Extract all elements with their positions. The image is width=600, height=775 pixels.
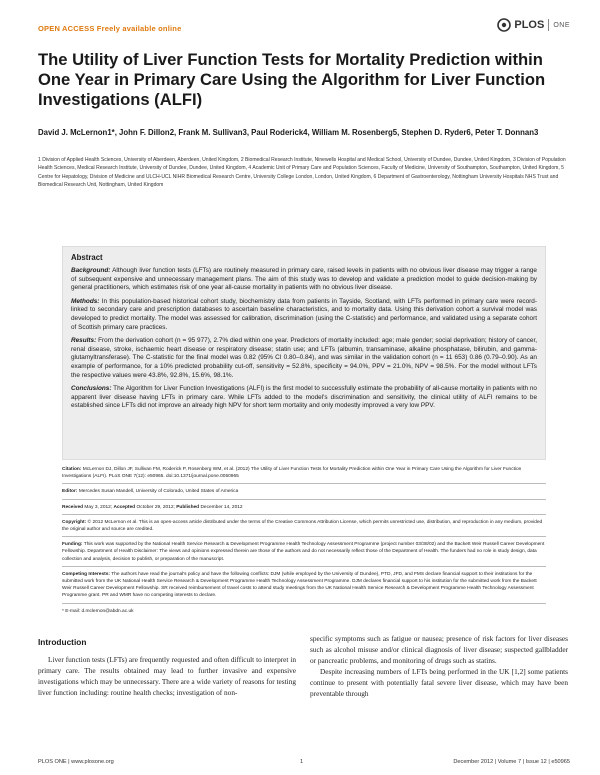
right-paragraph-2: Despite increasing numbers of LFTs being performed in the UK [1,2] some patients continue to present with potentially fatal severe liver disease, which may have been preventable through (310, 667, 568, 699)
affiliations: 1 Division of Applied Health Sciences, University of Aberdeen, Aberdeen, United Kingdom, 2 Biomedical Research Institute, Ninewells Hospital and Medical School, University of Dundee, Dundee, United Kingdom, 3 Division of Population Health Sciences, Medical Research Institute, University of Dundee, Dundee, United Kingdom, 4 Academic Unit of Primary Care and Population Sciences, Faculty of Medicine, University of Southampton, Southampton, United Kingdom, 5 Centre for Hepatology, Division of Medicine and ULCH-UCL NIHR Biomedical Research Centre, University College London, London, United Kingdom, 6 Department of Gastroenterology, Nottingham University Hospitals NHS Trust and Biomedical Research Unit, Nottingham, United Kingdom (38, 157, 566, 189)
logo-one-text: ONE (553, 21, 570, 29)
introduction-heading: Introduction (38, 637, 87, 647)
divider (62, 536, 546, 537)
abstract-heading: Abstract (71, 253, 103, 262)
funding (62, 541, 546, 563)
dates (62, 504, 546, 511)
received-date: May 3, 2012; (84, 504, 113, 510)
funding-text: This work was supported by the National Health Service Research & Development Programme Health Technology Assessment Programme (project number 03/38/02) and the Backett Weir Russell Career Development Fellowship. Department of Health Disclaimer: The views and opinions expressed therein are those of the authors and do not necessarily reflect those of the Department of Health. The funders had no role in study design, data collection and analysis, decision to publish, or preparation of the manuscript. (62, 542, 545, 562)
citation (62, 466, 546, 480)
abstract-background (71, 267, 537, 293)
plos-logo-icon (497, 18, 511, 32)
open-access-text: OPEN ACCESS Freely available online (38, 24, 182, 33)
divider (62, 566, 546, 567)
copyright-text: © 2012 McLernon et al. This is an open-access article distributed under the terms of the Creative Commons Attribution License, which permits unrestricted use, distribution, and reproduction in any medium, provided the original author and source are credited. (62, 519, 543, 533)
published-label: Published (176, 504, 200, 510)
page-number: 1 (300, 759, 304, 765)
logo-plos-text: PLOS (514, 19, 545, 31)
competing-label: Competing Interests: (62, 571, 110, 577)
editor (62, 488, 546, 495)
footer-journal[interactable]: PLOS ONE | www.plosone.org (38, 759, 114, 765)
abstract-box (62, 246, 546, 460)
editor-text: Mercedes Susan Mandell, University of Colorado, United States of America (78, 489, 239, 495)
citation-text: McLernon DJ, Dillon JF, Sullivan FM, Roderick P, Rosenberg WM, et al. (2012) The Utility of Liver Function Tests for Mortality Prediction within One Year in Primary Care Using the Algorithm for Liver Function Investigations (ALFI). PLoS ONE 7(12): e50965. doi:10.1371/journal.pone.0050965 (62, 467, 522, 480)
body-right-column (310, 633, 568, 700)
abstract-conclusions (71, 385, 537, 411)
abstract-results (71, 337, 537, 380)
conclusions-label: Conclusions: (71, 385, 112, 393)
divider (62, 514, 546, 515)
contact-email[interactable] (62, 608, 546, 615)
methods-text: In this population-based historical cohort study, biochemistry data from patients in Tayside, Scotland, with LFTs performed in primary care were record-linked to secondary care and prescription databases to ascertain baseline characteristics, and to mortality data. Using this derivation cohort a survival model was developed to predict mortality. The model was assessed for calibration, discrimination (using the C-statistic) and performance, and validated using a separate cohort of Scottish primary care practices. (71, 297, 537, 331)
open-access-label (38, 24, 181, 33)
divider (62, 483, 546, 484)
methods-label: Methods: (71, 297, 100, 305)
background-label: Background: (71, 267, 111, 274)
editor-label: Editor: (62, 489, 78, 495)
published-date: December 14, 2012 (200, 504, 243, 510)
results-text: From the derivation cohort (n = 95 977), 2.7% died within one year. Predictors of mortality included: age; male gender; social deprivation; history of cancer, renal disease, stroke, ischaemic heart disease or respiratory disease; statin use; and LFTs (albumin, transaminase, alkaline phosphatase, bilirubin, and gamma-glutamyltransferase). The C-statistic for the final model was 0.82 (95% CI 0.80–0.84), and was similar in the validation cohort (n = 11 653) 0.86 (0.79–0.90). As an example of performance, for a 10% predicted probability cut-off, sensitivity = 52.8%, specificity = 94.0%, PPV = 21.0%, NPV = 98.5%. For the model without LFTs the respective values were 43.8%, 92.8%, 15.6%, 98.1%. (71, 337, 537, 379)
citation-label: Citation: (62, 467, 82, 472)
abstract-methods (71, 298, 537, 332)
body-left-column (38, 637, 296, 698)
funding-label: Funding: (62, 542, 83, 548)
received-label: Received (62, 504, 84, 510)
page-footer (38, 759, 570, 765)
email-text[interactable]: * E-mail: d.mclernon@abdn.ac.uk (62, 608, 134, 614)
competing-interests (62, 571, 546, 600)
logo-separator (548, 19, 549, 31)
article-metadata (62, 466, 546, 618)
copyright-label: Copyright: (62, 519, 87, 525)
intro-paragraph: Liver function tests (LFTs) are frequently requested and often difficult to interpret in primary care. The results obtained may lead to further invasive and expensive investigations which may be unnecessary. There are a wide variety of reasons for testing liver function including: routine health checks; investigation of non- (38, 655, 296, 698)
results-label: Results: (71, 337, 97, 345)
divider (62, 499, 546, 500)
copyright (62, 519, 546, 533)
footer-issue: December 2012 | Volume 7 | Issue 12 | e50965 (453, 759, 570, 765)
author-list: David J. McLernon1*, John F. Dillon2, Frank M. Sullivan3, Paul Roderick4, William M. Rosenberg5, Stephen D. Ryder6, Peter T. Donnan3 (38, 128, 539, 137)
right-paragraph-1: specific symptoms such as fatigue or nausea; presence of risk factors for liver diseases such as alcohol misuse and/or clinical diagnosis of liver disease; suspected gallbladder or pancreatic problems, and monitoring of drugs such as statins. (310, 634, 568, 666)
plos-one-logo (497, 18, 570, 32)
article-title: The Utility of Liver Function Tests for Mortality Prediction within One Year in Primary Care Using the Algorithm for Liver Function Investigations (ALFI) (38, 50, 546, 109)
background-text: Although liver function tests (LFTs) are routinely measured in primary care, raised levels in patients with no obvious liver disease may trigger a range of subsequent expensive and unnecessary management plans. The aim of this study was to develop and validate a prediction model to guide decision-making by general practitioners, which estimates risk of one year all-cause mortality in patients with no obvious liver disease. (71, 267, 537, 292)
accepted-label: Accepted (113, 504, 136, 510)
accepted-date: October 29, 2012; (136, 504, 175, 510)
divider (62, 603, 546, 604)
competing-text: The authors have read the journal's policy and have the following conflicts: DJM (while employed by the University of Dundee), PTD, JFD, and FMS declare financial support to their institutions for the submitted work from the UK National Health Service Research & Development Programme Health Technology Assessment Programme. DJM declares financial support to his institution for the submitted work from the Backett Weir Russell Career Development Fellowship. SR received reimbursement of travel costs to attend study meetings from the UK National Health Service Research & Development Programme Health Technology Assessment Programme grant. PR and WMR have no competing interests to declare. (62, 571, 537, 599)
conclusions-text: The Algorithm for Liver Function Investigations (ALFI) is the first model to successfully estimate the probability of all-cause mortality in patients with no apparent liver disease having LFTs in primary care. While LFTs added to the model's discrimination and sensitivity, the clinical utility of ALFI remains to be established since LFTs did not improve an already high NPV for short term mortality and only modestly improved a very low PPV. (71, 385, 537, 410)
